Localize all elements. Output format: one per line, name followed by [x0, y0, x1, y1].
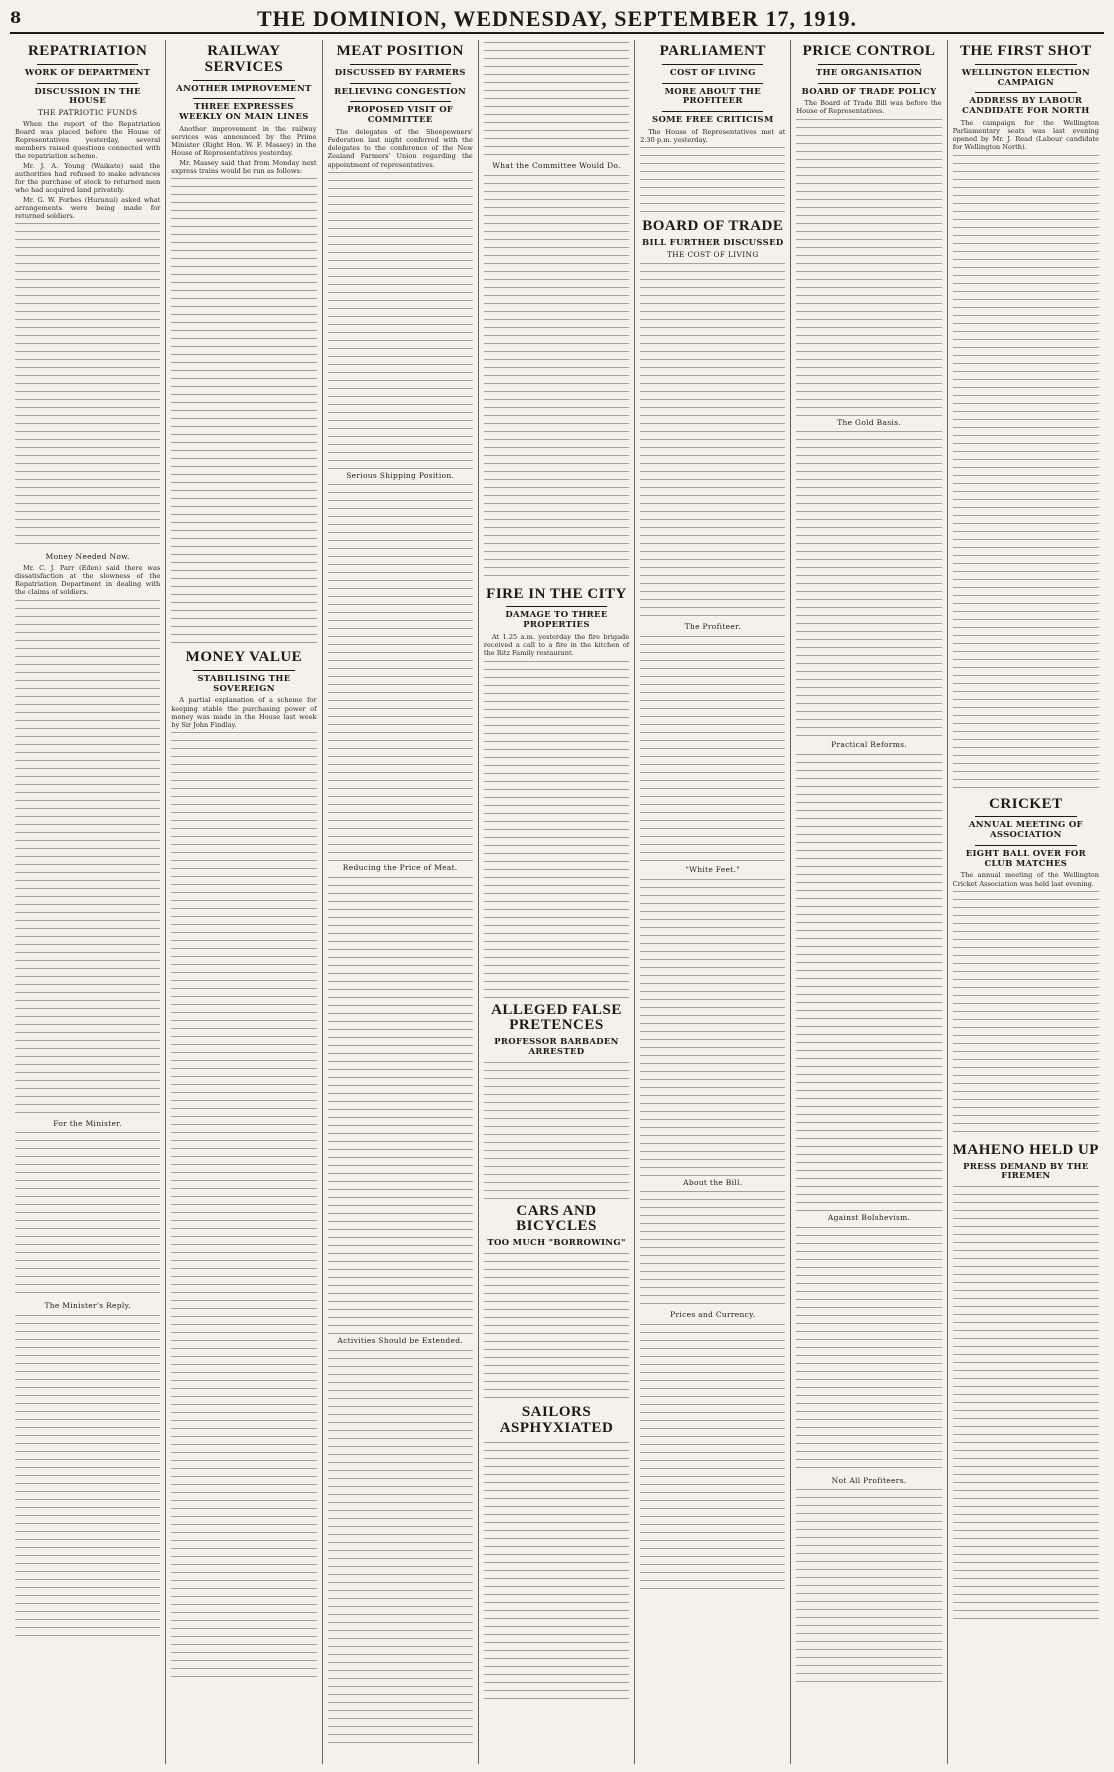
article-body-text: [328, 482, 473, 862]
column-6: [791, 40, 947, 1764]
subhead: For the Minister.: [53, 1118, 123, 1128]
article-body-text: [484, 659, 629, 999]
headline-maheno-held-up: MAHENO HELD UP: [952, 1141, 1099, 1158]
article-body-text: [640, 261, 785, 621]
article-body-text: [484, 173, 629, 583]
article-paragraph: When the report of the Repatriation Board was placed before the House of Representatives yesterday, several members raised questions connected with the repatriation scheme.: [15, 119, 161, 161]
columns: [10, 40, 1104, 1764]
subhead: Not All Profiteers.: [831, 1475, 907, 1485]
subhead: MORE ABOUT THE PROFITEER: [664, 86, 761, 107]
subhead: Prices and Currency.: [670, 1310, 756, 1320]
article-body-text: [796, 117, 941, 417]
subhead: ADDRESS BY LABOUR CANDIDATE FOR NORTH: [962, 96, 1090, 117]
subhead: RELIEVING CONGESTION: [334, 86, 467, 97]
article-body-text: [484, 1060, 629, 1200]
subhead: TOO MUCH "BORROWING": [487, 1238, 626, 1249]
subhead: The Profiteer.: [684, 622, 741, 632]
headline-first-shot: THE FIRST SHOT: [959, 43, 1092, 59]
subhead: PROPOSED VISIT OF COMMITTEE: [347, 105, 454, 126]
article-body-text: [640, 1322, 785, 1592]
article-body-text: [640, 145, 785, 215]
article-body-text: [640, 877, 785, 1177]
divider: [37, 83, 138, 84]
headline-alleged-false-pretences: ALLEGED FALSE PRETENCES: [491, 1001, 622, 1034]
article-body-text: [328, 875, 473, 1335]
subhead: THE PATRIOTIC FUNDS: [37, 108, 138, 118]
subhead: WORK OF DEPARTMENT: [24, 67, 151, 78]
headline-railway-services: RAILWAY SERVICES: [204, 43, 284, 75]
article-body-text: [484, 40, 629, 160]
article-body-text: [328, 1348, 473, 1748]
headline-meat-position: MEAT POSITION: [336, 43, 464, 59]
divider: [350, 64, 451, 65]
subhead: Practical Reforms.: [831, 740, 907, 750]
subhead: SOME FREE CRITICISM: [652, 115, 774, 126]
divider: [818, 64, 919, 65]
column-2: [166, 40, 322, 1764]
article-paragraph: The delegates of the Sheepowners' Federation last night conferred with the delegates to the conference of the New Zealand Farmers' Union regarding the appointment of representatives.: [327, 127, 473, 169]
subhead: WELLINGTON ELECTION CAMPAIGN: [961, 67, 1091, 88]
article-body-text: [171, 730, 316, 1680]
divider: [818, 83, 919, 84]
article-body-text: [640, 634, 785, 864]
divider: [37, 64, 138, 65]
article-body-text: [171, 176, 316, 646]
article-body-text: [15, 1130, 160, 1300]
page-number: 8: [10, 8, 22, 27]
subhead: Reducing the Price of Meat.: [342, 863, 458, 873]
article-paragraph: Another improvement in the railway services was announced by the Prime Minister (Right Hon. W. F. Massey) in the House of Representatives yesterday.: [171, 124, 317, 158]
article-paragraph: The Board of Trade Bill was before the House of Representatives.: [796, 99, 942, 116]
subhead: Against Bolshevism.: [827, 1212, 911, 1222]
article-paragraph: Mr. Massey said that from Monday next express trains would be run as follows:: [171, 158, 317, 175]
divider: [350, 83, 451, 84]
article-body-text: [953, 889, 1099, 1139]
article-body-text: [953, 153, 1099, 793]
headline-board-of-trade: BOARD OF TRADE: [642, 218, 784, 235]
subhead: DAMAGE TO THREE PROPERTIES: [505, 610, 608, 631]
article-paragraph: The campaign for the Wellington Parliamentary seats was last evening opened by Mr. J. Read (Labour candidate for Wellington North).: [952, 118, 1099, 152]
article-paragraph: Mr. J. A. Young (Waikato) said the authorities had refused to make advances for the purchase of stock to returned men who had acquired land privately.: [15, 161, 161, 195]
column-5: [635, 40, 791, 1764]
article-paragraph: Mr. C. J. Parr (Eden) said there was dissatisfaction at the slowness of the Repatriation Department in dealing with the claims of soldiers.: [15, 563, 161, 597]
subhead: EIGHT BALL OVER FOR CLUB MATCHES: [965, 848, 1086, 869]
divider: [662, 83, 763, 84]
divider: [506, 606, 607, 607]
subhead: The Gold Basis.: [837, 417, 901, 427]
divider: [975, 92, 1077, 93]
column-7: [948, 40, 1104, 1764]
subhead: ANNUAL MEETING OF ASSOCIATION: [968, 820, 1083, 841]
divider: [193, 98, 294, 99]
headline-cars-and-bicycles: CARS AND BICYCLES: [516, 1202, 597, 1235]
subhead: About the Bill.: [683, 1177, 743, 1187]
article-body-text: [15, 1313, 160, 1643]
headline-sailors-asphyxiated: SAILORS ASPHYXIATED: [499, 1403, 614, 1436]
subhead: DISCUSSED BY FARMERS: [334, 67, 466, 78]
article-body-text: [15, 598, 160, 1118]
article-body-text: [484, 1440, 629, 1700]
article-body-text: [484, 1251, 629, 1401]
masthead: [10, 4, 1104, 34]
subhead: BOARD OF TRADE POLICY: [801, 86, 937, 97]
subhead: The Minister's Reply.: [44, 1301, 131, 1311]
subhead: What the Committee Would Do.: [492, 161, 621, 170]
column-1: [10, 40, 166, 1764]
headline-cricket: CRICKET: [989, 795, 1063, 812]
subhead: DISCUSSION IN THE HOUSE: [34, 86, 141, 107]
divider: [975, 64, 1077, 65]
subhead: PROFESSOR BARBADEN ARRESTED: [494, 1037, 619, 1057]
subhead: THREE EXPRESSES WEEKLY ON MAIN LINES: [179, 102, 309, 123]
subhead: "White Feet.": [685, 864, 741, 874]
article-body-text: [640, 1189, 785, 1309]
divider: [662, 111, 763, 112]
divider: [193, 80, 294, 81]
article-paragraph: At 1.25 a.m. yesterday the fire brigade received a call to a fire in the kitchen of the Ritz Family restaurant.: [483, 632, 630, 658]
divider: [193, 670, 294, 671]
divider: [350, 101, 451, 102]
subhead: THE ORGANISATION: [815, 67, 923, 78]
subhead: Activities Should be Extended.: [337, 1336, 464, 1346]
column-3: [323, 40, 479, 1764]
divider: [975, 816, 1077, 817]
article-body-text: [953, 1184, 1099, 1624]
subhead: THE COST OF LIVING: [666, 249, 759, 259]
subhead: Serious Shipping Position.: [346, 470, 455, 480]
headline-parliament: PARLIAMENT: [659, 43, 766, 59]
subhead: STABILISING THE SOVEREIGN: [197, 673, 291, 694]
article-body-text: [796, 1487, 941, 1687]
divider: [975, 845, 1077, 846]
article-body-text: [796, 752, 941, 1212]
headline-fire-in-city: FIRE IN THE CITY: [486, 585, 627, 602]
headline-repatriation: REPATRIATION: [27, 43, 148, 59]
article-body-text: [328, 170, 473, 470]
newspaper-title: THE DOMINION, WEDNESDAY, SEPTEMBER 17, 1919.: [256, 6, 857, 31]
article-paragraph: Mr. G. W. Forbes (Hurunui) asked what arrangements were being made for returned soldiers.: [15, 195, 161, 220]
subhead: COST OF LIVING: [669, 67, 756, 78]
divider: [662, 64, 763, 65]
article-body-text: [796, 1225, 941, 1475]
article-paragraph: The House of Representatives met at 2.30 p.m. yesterday.: [640, 127, 786, 145]
article-body-text: [796, 429, 941, 739]
subhead: ANOTHER IMPROVEMENT: [176, 83, 312, 94]
headline-money-value: MONEY VALUE: [185, 649, 303, 666]
article-paragraph: The annual meeting of the Wellington Cricket Association was held last evening.: [952, 871, 1099, 888]
article-paragraph: A partial explanation of a scheme for keeping stable the purchasing power of money was made in the House last week by Sir John Findlay.: [171, 696, 317, 729]
subhead: Money Needed Now.: [45, 552, 130, 562]
article-body-text: [15, 221, 160, 551]
subhead: PRESS DEMAND BY THE FIREMEN: [963, 1161, 1089, 1182]
column-4: [479, 40, 635, 1764]
subhead: BILL FURTHER DISCUSSED: [642, 237, 784, 248]
headline-price-control: PRICE CONTROL: [802, 43, 936, 59]
